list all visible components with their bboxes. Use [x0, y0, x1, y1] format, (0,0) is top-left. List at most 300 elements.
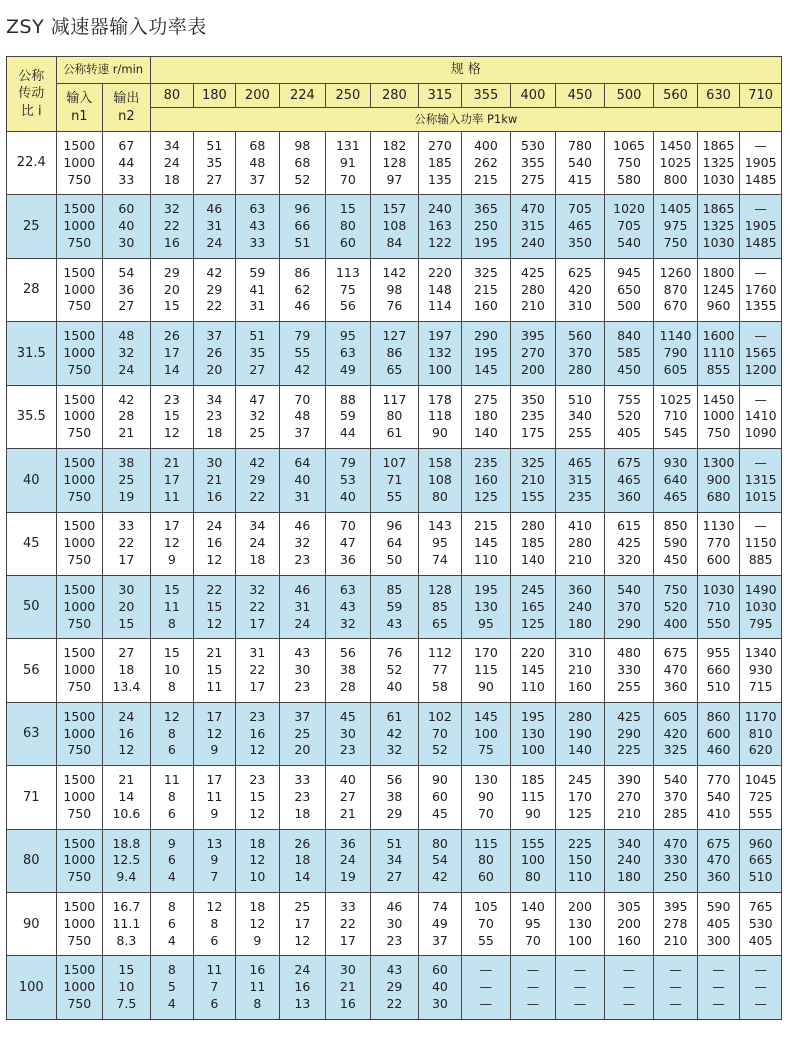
cell-line: 24 [339, 852, 356, 868]
cell-line: 705 [568, 201, 592, 217]
cell-line: 24 [206, 518, 223, 534]
cell-line: 42 [249, 455, 266, 470]
power-cell [418, 258, 461, 321]
cell-line: 28 [118, 408, 135, 424]
power-cell [462, 893, 511, 956]
power-cell [235, 195, 280, 258]
cell-line: 48 [294, 408, 311, 424]
power-cell [371, 639, 419, 702]
cell-line: 98 [386, 281, 403, 297]
power-cell [556, 132, 605, 195]
cell-line: 680 [706, 488, 731, 504]
power-cell [418, 512, 461, 575]
cell-line: 18 [249, 898, 266, 914]
cell-line: 110 [568, 869, 592, 885]
cell-line: 90 [477, 679, 494, 695]
cell-line: 9 [210, 852, 219, 868]
cell-line: 36 [339, 835, 356, 851]
cell-line: — [479, 962, 493, 978]
power-cell [235, 385, 280, 448]
cell-line: 37 [206, 328, 223, 344]
cell-line: 86 [294, 264, 311, 280]
cell-line: 1500 [63, 264, 96, 280]
cell-line: 76 [386, 298, 403, 314]
cell-line: 31 [294, 488, 311, 504]
cell-line: 12 [163, 425, 180, 441]
cell-line: 80 [431, 488, 448, 504]
cell-line: 15 [206, 662, 223, 678]
power-cell [654, 195, 697, 258]
cell-line: 21 [339, 805, 356, 821]
cell-line: 46 [386, 898, 403, 914]
cell-line: 250 [663, 869, 688, 885]
cell-line: 1485 [744, 171, 777, 187]
cell-line: 15 [339, 201, 356, 217]
cell-line: 540 [706, 788, 731, 804]
power-cell [150, 195, 193, 258]
power-cell [697, 893, 739, 956]
power-cell [654, 385, 697, 448]
power-cell [371, 829, 419, 892]
ratio-group-row [7, 702, 782, 765]
cell-line: — [754, 996, 767, 1012]
power-cell [462, 575, 511, 638]
cell-line: 545 [663, 425, 688, 441]
cell-line: 165 [521, 598, 545, 614]
cell-line: 63 [339, 345, 356, 361]
cell-line: 47 [249, 391, 266, 407]
power-cell [604, 702, 654, 765]
cell-line: 1800 [702, 264, 735, 280]
cell-line: 1500 [63, 391, 96, 407]
cell-line: 131 [335, 137, 360, 153]
cell-line: 51 [206, 137, 223, 153]
cell-line: 11 [163, 598, 180, 614]
cell-line: 1325 [702, 154, 735, 170]
cell-line: 1500 [63, 137, 96, 153]
cell-line: 75 [477, 742, 494, 758]
size-header: 224 [280, 84, 326, 108]
power-cell [371, 258, 419, 321]
cell-line: 80 [386, 408, 403, 424]
power-cell [510, 829, 556, 892]
cell-line: 1000 [63, 281, 96, 297]
cell-line: 340 [617, 835, 641, 851]
cell-line: 190 [568, 725, 592, 741]
cell-line: 810 [748, 725, 773, 741]
cell-line: 555 [748, 805, 773, 821]
cell-line: 33 [339, 898, 356, 914]
power-cell [280, 829, 326, 892]
cell-line: 6 [167, 852, 176, 868]
cell-line: 600 [706, 725, 731, 741]
power-cell [150, 258, 193, 321]
cell-line: 750 [663, 581, 688, 597]
power-cell [654, 575, 697, 638]
cell-line: 64 [386, 535, 403, 551]
ratio-group-row [7, 829, 782, 892]
cell-line: 178 [427, 391, 452, 407]
cell-line: 42 [206, 264, 223, 280]
power-cell [194, 258, 235, 321]
cell-line: 41 [249, 281, 266, 297]
cell-line: 9 [253, 932, 262, 948]
ratio-cell: 35.5 [7, 385, 57, 448]
cell-line: 395 [521, 328, 545, 344]
cell-line: 9 [167, 552, 176, 568]
power-cell [325, 385, 371, 448]
output-speed-cell [103, 893, 151, 956]
cell-line: 15 [163, 408, 180, 424]
cell-line: 640 [663, 471, 688, 487]
cell-line: 68 [294, 154, 311, 170]
cell-line: 180 [473, 408, 498, 424]
cell-line: 470 [521, 201, 545, 217]
cell-line: 47 [339, 535, 356, 551]
power-cell [510, 702, 556, 765]
cell-line: 1030 [744, 598, 777, 614]
cell-line: 1500 [63, 772, 96, 788]
ratio-cell: 25 [7, 195, 57, 258]
cell-line: 530 [521, 137, 545, 153]
cell-line: 275 [521, 171, 545, 187]
power-cell [371, 322, 419, 385]
cell-line: 750 [67, 425, 92, 441]
cell-line: 17 [163, 345, 180, 361]
input-speed-cell [56, 702, 103, 765]
cell-line: 240 [521, 235, 545, 251]
cell-line: 12 [249, 852, 266, 868]
cell-line: 250 [473, 218, 498, 234]
cell-line: — [754, 391, 767, 407]
cell-line: 42 [431, 869, 448, 885]
cell-line: 49 [431, 915, 448, 931]
cell-line: 240 [617, 852, 641, 868]
cell-line: 31 [294, 598, 311, 614]
size-header: 450 [556, 84, 605, 108]
power-cell [604, 132, 654, 195]
cell-line: 780 [568, 137, 592, 153]
input-speed-cell [56, 766, 103, 829]
cell-line: 400 [473, 137, 498, 153]
power-cell [556, 639, 605, 702]
cell-line: 75 [339, 281, 356, 297]
cell-line: 540 [617, 235, 641, 251]
cell-line: 84 [386, 235, 403, 251]
power-cell [654, 702, 697, 765]
cell-line: 55 [477, 932, 494, 948]
cell-line: 31 [206, 218, 223, 234]
cell-line: 930 [748, 662, 773, 678]
cell-line: 195 [473, 345, 498, 361]
cell-line: 68 [249, 137, 266, 153]
cell-line: n1 [71, 108, 88, 124]
cell-line: 9 [210, 742, 219, 758]
cell-line: 140 [521, 898, 545, 914]
cell-line: 1500 [63, 835, 96, 851]
cell-line: 650 [617, 281, 641, 297]
cell-line: 150 [568, 852, 592, 868]
cell-line: 8 [167, 898, 176, 914]
cell-line: 200 [521, 361, 545, 377]
power-cell [556, 702, 605, 765]
cell-line: 23 [294, 679, 311, 695]
cell-line: 23 [386, 932, 403, 948]
power-cell [556, 195, 605, 258]
cell-line: 24 [118, 708, 135, 724]
cell-line: 210 [617, 805, 641, 821]
cell-line: 9.4 [116, 869, 137, 885]
power-cell [697, 132, 739, 195]
cell-line: 70 [477, 805, 494, 821]
cell-line: 1030 [702, 171, 735, 187]
power-cell [604, 322, 654, 385]
cell-line: 465 [568, 455, 592, 470]
cell-line: 113 [335, 264, 360, 280]
cell-line: 1500 [63, 645, 96, 661]
cell-line: 23 [249, 772, 266, 788]
cell-line: 12 [206, 552, 223, 568]
power-cell [194, 639, 235, 702]
cell-line: — [754, 455, 767, 470]
input-speed-cell [56, 132, 103, 195]
power-cell [150, 385, 193, 448]
power-cell [418, 893, 461, 956]
power-cell [654, 258, 697, 321]
cell-line: 180 [617, 869, 641, 885]
cell-line: 15 [163, 298, 180, 314]
cell-line: 750 [663, 235, 688, 251]
power-cell [604, 829, 654, 892]
cell-line: 42 [294, 361, 311, 377]
cell-line: 220 [521, 645, 545, 661]
power-cell [418, 449, 461, 512]
cell-line: 390 [617, 772, 641, 788]
cell-line: 19 [339, 869, 356, 885]
input-speed-cell [56, 956, 103, 1020]
cell-line: 29 [386, 979, 403, 995]
cell-line: 25 [249, 425, 266, 441]
power-cell [371, 512, 419, 575]
cell-line: 900 [706, 471, 731, 487]
power-cell [556, 385, 605, 448]
cell-line: — [573, 962, 587, 978]
power-cell [418, 766, 461, 829]
cell-line: 26 [206, 345, 223, 361]
cell-line: 1450 [659, 137, 692, 153]
cell-line: 29 [386, 805, 403, 821]
cell-line: 15 [118, 615, 135, 631]
cell-line: 270 [617, 788, 641, 804]
cell-line: 1110 [702, 345, 735, 361]
size-header: 355 [462, 84, 511, 108]
cell-line: 32 [249, 408, 266, 424]
cell-line: 14 [163, 361, 180, 377]
cell-line: 29 [206, 281, 223, 297]
power-cell [150, 702, 193, 765]
power-cell [194, 322, 235, 385]
cell-line: 27 [249, 361, 266, 377]
power-cell [654, 132, 697, 195]
cell-line: 370 [663, 788, 688, 804]
cell-line: 32 [294, 535, 311, 551]
power-cell [740, 322, 782, 385]
cell-line: 22 [206, 581, 223, 597]
cell-line: 960 [706, 298, 731, 314]
cell-line: 510 [706, 679, 731, 695]
cell-line: 1000 [63, 788, 96, 804]
cell-line: 195 [473, 581, 498, 597]
power-cell [418, 956, 461, 1020]
size-header: 560 [654, 84, 697, 108]
power-cell [697, 385, 739, 448]
cell-line: 1000 [63, 725, 96, 741]
cell-line: 29 [163, 264, 180, 280]
cell-line: 77 [431, 662, 448, 678]
cell-line: 330 [663, 852, 688, 868]
cell-line: 710 [663, 408, 688, 424]
input-speed-cell [56, 512, 103, 575]
cell-line: 135 [427, 171, 452, 187]
cell-line: 675 [706, 835, 731, 851]
power-cell [510, 956, 556, 1020]
cell-line: 80 [339, 218, 356, 234]
power-cell [654, 639, 697, 702]
cell-line: 1000 [63, 408, 96, 424]
power-cell [325, 195, 371, 258]
cell-line: 12 [163, 708, 180, 724]
input-speed-cell [56, 449, 103, 512]
power-cell [556, 829, 605, 892]
cell-line: 13.4 [112, 679, 141, 695]
cell-line: — [712, 962, 725, 978]
cell-line: 280 [521, 518, 545, 534]
cell-line: 750 [67, 235, 92, 251]
power-cell [740, 639, 782, 702]
power-cell [325, 702, 371, 765]
cell-line: 97 [386, 171, 403, 187]
cell-line: 360 [706, 869, 731, 885]
cell-line: 355 [521, 154, 545, 170]
cell-line: 1340 [744, 645, 777, 661]
cell-line: 17 [163, 518, 180, 534]
cell-line: 235 [568, 488, 592, 504]
cell-line: 100 [568, 932, 592, 948]
cell-line: 80 [524, 869, 541, 885]
cell-line: 40 [339, 488, 356, 504]
cell-line: 11 [206, 788, 223, 804]
cell-line: 23 [206, 408, 223, 424]
cell-line: 930 [663, 455, 688, 470]
power-cell [556, 766, 605, 829]
cell-line: 450 [663, 552, 688, 568]
input-speed-cell [56, 195, 103, 258]
cell-line: 26 [163, 328, 180, 344]
power-cell [556, 956, 605, 1020]
cell-line: 132 [427, 345, 452, 361]
cell-line: 14 [294, 869, 311, 885]
cell-line: 60 [431, 962, 448, 978]
cell-line: 17 [206, 708, 223, 724]
power-cell [556, 258, 605, 321]
cell-line: 74 [431, 552, 448, 568]
cell-line: 1000 [63, 218, 96, 234]
power-cell [510, 639, 556, 702]
power-cell [740, 195, 782, 258]
cell-line: 855 [706, 361, 731, 377]
cell-line: 6 [167, 742, 176, 758]
page-title: ZSY 减速器输入功率表 [6, 16, 207, 38]
cell-line: 114 [427, 298, 452, 314]
power-cell [604, 449, 654, 512]
cell-line: 65 [386, 361, 403, 377]
cell-line: 590 [706, 898, 731, 914]
cell-line: 1020 [613, 201, 645, 217]
cell-line: 470 [663, 835, 688, 851]
cell-line: 840 [617, 328, 641, 344]
cell-line: 210 [521, 471, 545, 487]
power-cell [462, 512, 511, 575]
power-cell [697, 702, 739, 765]
cell-line: 56 [339, 298, 356, 314]
power-cell [604, 893, 654, 956]
cell-line: 425 [617, 535, 641, 551]
cell-line: 51 [249, 328, 266, 344]
cell-line: 37 [431, 932, 448, 948]
cell-line: — [479, 979, 493, 995]
cell-line: 410 [706, 805, 731, 821]
cell-line: — [712, 996, 725, 1012]
cell-line: 255 [617, 679, 641, 695]
cell-line: 200 [617, 915, 641, 931]
power-cell [740, 766, 782, 829]
cell-line: 比 i [20, 103, 42, 119]
cell-line: 400 [663, 615, 688, 631]
cell-line: 590 [663, 535, 688, 551]
cell-line: 1000 [63, 662, 96, 678]
cell-line: 275 [473, 391, 498, 407]
cell-line: 520 [663, 598, 688, 614]
cell-line: 360 [617, 488, 641, 504]
cell-line: 955 [706, 645, 731, 661]
cell-line: 15 [206, 598, 223, 614]
cell-line: 4 [167, 996, 176, 1012]
cell-line: 1025 [659, 154, 692, 170]
cell-line: 1500 [63, 328, 96, 344]
cell-line: 25 [118, 471, 135, 487]
cell-line: 11.1 [112, 915, 141, 931]
cell-line: 1000 [63, 915, 96, 931]
cell-line: 110 [473, 552, 498, 568]
cell-line: 310 [568, 298, 592, 314]
ratio-cell: 56 [7, 639, 57, 702]
power-cell [194, 195, 235, 258]
cell-line: 44 [118, 154, 135, 170]
ratio-group-row [7, 956, 782, 1020]
cell-line: 33 [118, 171, 135, 187]
cell-line: 46 [206, 201, 223, 217]
cell-line: 280 [521, 281, 545, 297]
cell-line: 1015 [744, 488, 777, 504]
power-cell [654, 829, 697, 892]
cell-line: 19 [118, 488, 135, 504]
cell-line: 55 [294, 345, 311, 361]
cell-line: 210 [521, 298, 545, 314]
cell-line: 155 [521, 488, 545, 504]
power-cell [556, 322, 605, 385]
cell-line: 10.6 [112, 805, 141, 821]
cell-line: 5 [167, 979, 176, 995]
